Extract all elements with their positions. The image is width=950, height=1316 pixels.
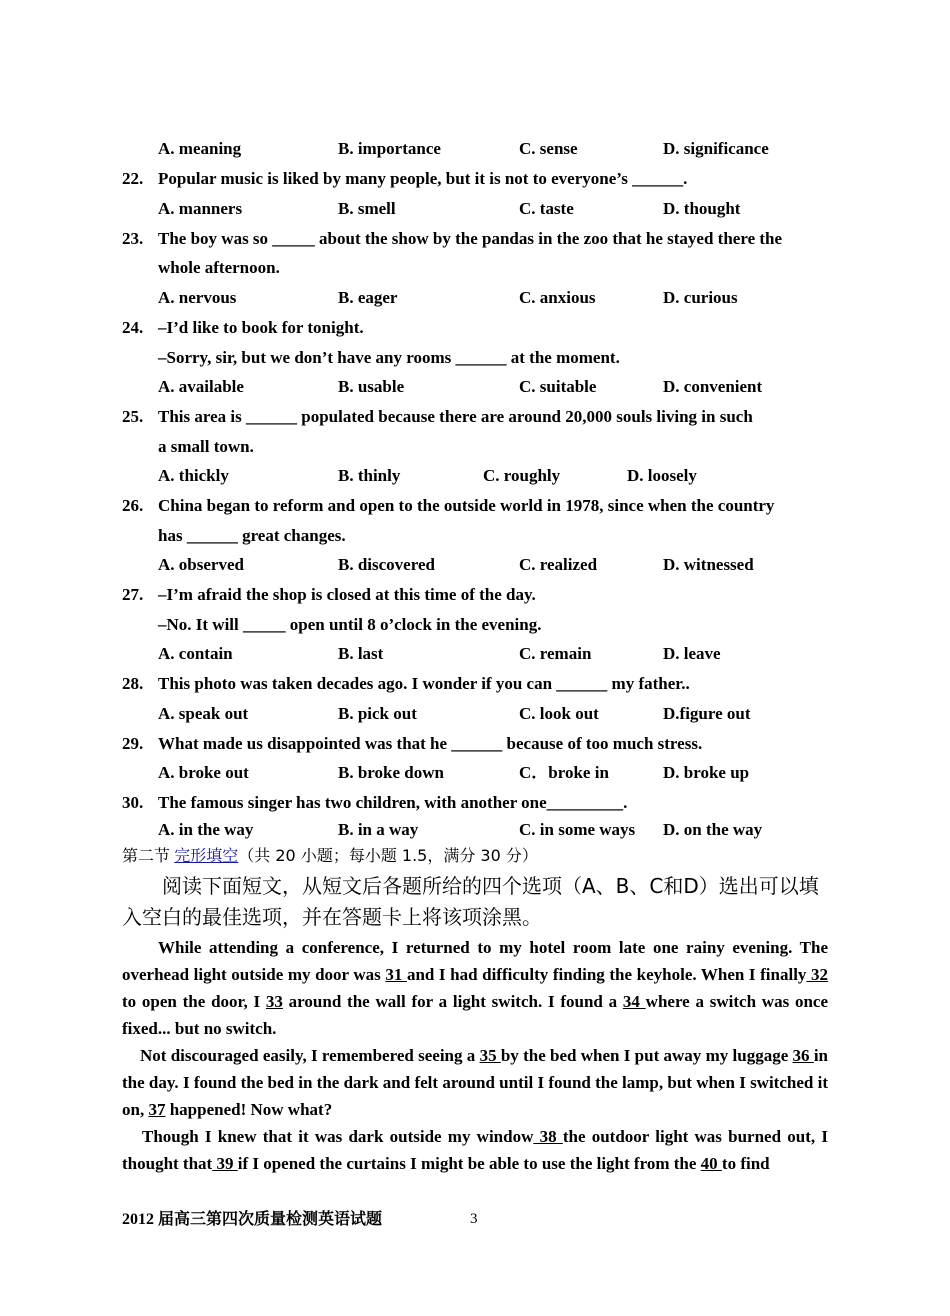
option-b: B. eager xyxy=(338,288,398,307)
question-stem: This photo was taken decades ago. I wonder if you can ______ my father.. xyxy=(158,674,690,693)
question-stem-continued: whole afternoon. xyxy=(158,258,280,277)
option-a: A. manners xyxy=(158,199,243,218)
option-b: B. in a way xyxy=(338,820,419,839)
section-link[interactable]: 完形填空 xyxy=(174,846,239,865)
question-stem-continued: has ______ great changes. xyxy=(158,526,346,545)
option-c: C. roughly xyxy=(483,466,561,485)
option-d: D. thought xyxy=(663,199,741,218)
option-b: B. usable xyxy=(338,377,405,396)
option-b: B. pick out xyxy=(338,704,417,723)
section-heading xyxy=(122,846,538,866)
blank-38: 38 xyxy=(533,1127,563,1146)
blank-37: 37 xyxy=(148,1100,166,1119)
blank-31: 31 xyxy=(385,965,407,984)
question-stem: –I’m afraid the shop is closed at this time of the day. xyxy=(158,585,536,604)
option-d: D. curious xyxy=(663,288,738,307)
question-number: 29. xyxy=(122,734,144,753)
question-number: 23. xyxy=(122,229,144,248)
option-b: B. smell xyxy=(338,199,396,218)
page-number: 3 xyxy=(470,1211,478,1227)
option-d: D. convenient xyxy=(663,377,763,396)
option-a: A. nervous xyxy=(158,288,237,307)
option-a: A. contain xyxy=(158,644,233,663)
question-stem: The boy was so _____ about the show by the pandas in the zoo that he stayed there the xyxy=(158,229,783,248)
question-stem: –I’d like to book for tonight. xyxy=(158,318,364,337)
option-a: A. observed xyxy=(158,555,244,574)
option-d: D. loosely xyxy=(627,466,697,485)
footer-title: 2012 届高三第四次质量检测英语试题 xyxy=(122,1211,383,1228)
question-number: 26. xyxy=(122,496,144,515)
blank-35: 35 xyxy=(479,1046,501,1065)
section-prefix: 第二节 xyxy=(122,846,171,865)
passage-paragraph-3: Though I knew that it was dark outside my window 38 the outdoor light was burned out, I thought that 39 if I opened the curtains I might be able to use the light from the 40 to find xyxy=(122,1127,828,1173)
option-d: D. on the way xyxy=(663,820,763,839)
question-stem: China began to reform and open to the outside world in 1978, since when the country xyxy=(158,496,775,515)
option-a: A. broke out xyxy=(158,763,249,782)
option-d: D. witnessed xyxy=(663,555,754,574)
option-c: C. remain xyxy=(519,644,592,663)
question-number: 25. xyxy=(122,407,144,426)
question-stem: What made us disappointed was that he ______ because of too much stress. xyxy=(158,734,703,753)
blank-32: 32 xyxy=(806,965,829,984)
blank-36: 36 xyxy=(792,1046,814,1065)
option-c: C. look out xyxy=(519,704,599,723)
instructions: 阅读下面短文，从短文后各题所给的四个选项（A、B、C和D）选出可以填入空白的最佳选项，并在答题卡上将该项涂黑。 xyxy=(122,874,819,929)
option-a: A. thickly xyxy=(158,466,229,485)
section-suffix: （共 20 小题；每小题 1.5，满分 30 分） xyxy=(238,846,538,865)
option-c: C. anxious xyxy=(519,288,596,307)
blank-33: 33 xyxy=(265,992,283,1011)
question-stem-continued: –No. It will _____ open until 8 o’clock in the evening. xyxy=(158,615,542,634)
blank-34: 34 xyxy=(622,992,646,1011)
option-c: C. suitable xyxy=(519,377,597,396)
question-stem-continued: –Sorry, sir, but we don’t have any rooms ______ at the moment. xyxy=(158,348,620,367)
question-stem: Popular music is liked by many people, but it is not to everyone’s ______. xyxy=(158,169,688,188)
option-c: C. realized xyxy=(519,555,598,574)
option-c: C. taste xyxy=(519,199,574,218)
option-b: B. broke down xyxy=(338,763,444,782)
option-a: A. available xyxy=(158,377,244,396)
passage-paragraph-2: Not discouraged easily, I remembered seeing a 35 by the bed when I put away my luggage 36 in the day. I found the bed in the dark and felt around until I found the lamp, but when I switched it on, 37 happened! Now what? xyxy=(122,1046,828,1119)
question-number: 27. xyxy=(122,585,144,604)
option-b: B. discovered xyxy=(338,555,435,574)
option-c: C．broke in xyxy=(519,763,609,782)
question-number: 24. xyxy=(122,318,144,337)
option-d: D. significance xyxy=(663,139,769,158)
option-d: D. leave xyxy=(663,644,721,663)
blank-40: 40 xyxy=(700,1154,722,1173)
passage-paragraph-1: While attending a conference, I returned to my hotel room late one rainy evening. The overhead light outside my door was 31 and I had difficulty finding the keyhole. When I finally 32 to open the door, I 33 around the wall for a light switch. I found a 34 where a switch was once fixed... but no switch. xyxy=(122,938,829,1038)
option-a: A. speak out xyxy=(158,704,249,723)
option-b: B. thinly xyxy=(338,466,401,485)
question-stem: This area is ______ populated because there are around 20,000 souls living in such xyxy=(158,407,753,426)
blank-39: 39 xyxy=(212,1154,238,1173)
option-b: B. last xyxy=(338,644,384,663)
question-stem-continued: a small town. xyxy=(158,437,254,456)
question-number: 30. xyxy=(122,793,144,812)
option-a: A. in the way xyxy=(158,820,254,839)
option-b: B. importance xyxy=(338,139,441,158)
question-number: 28. xyxy=(122,674,144,693)
option-c: C. sense xyxy=(519,139,578,158)
option-c: C. in some ways xyxy=(519,820,636,839)
question-stem: The famous singer has two children, with another one_________. xyxy=(158,793,628,812)
option-d: D. broke up xyxy=(663,763,750,782)
option-d: D.figure out xyxy=(663,704,751,723)
question-number: 22. xyxy=(122,169,144,188)
option-a: A. meaning xyxy=(158,139,242,158)
